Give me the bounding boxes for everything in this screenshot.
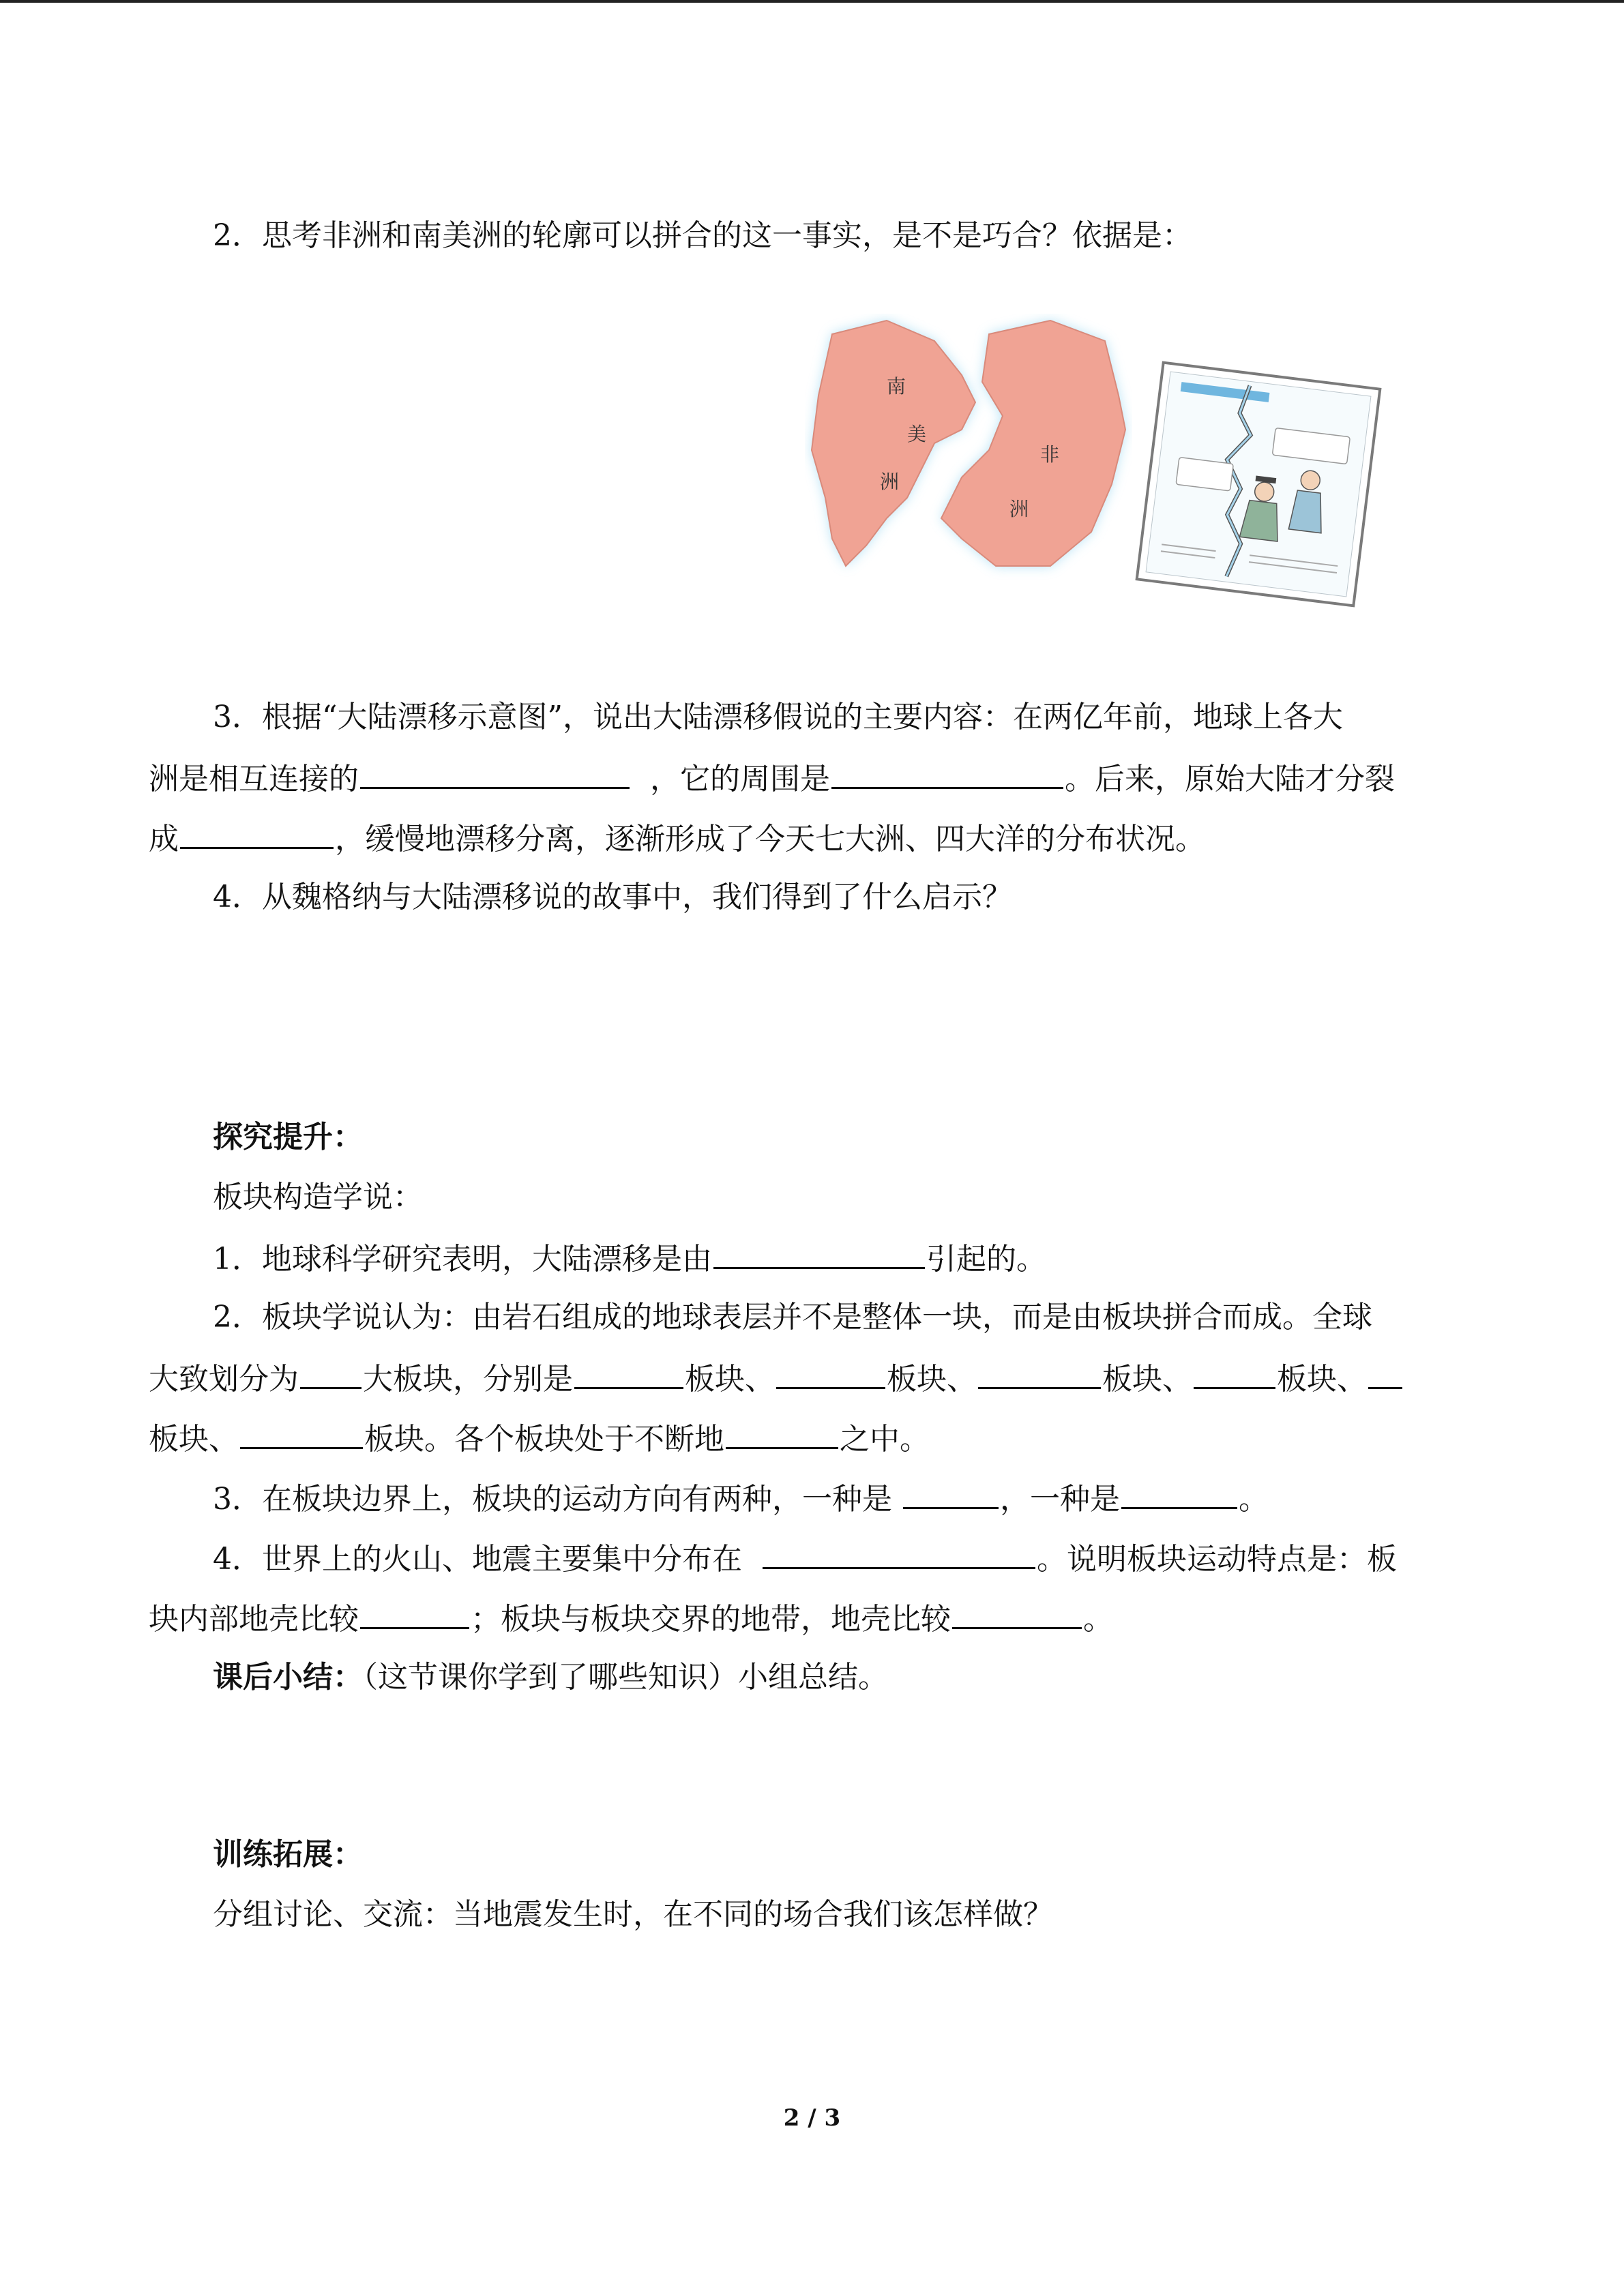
explore-item-4-line-1: 4．世界上的火山、地震主要集中分布在 。说明板块运动特点是：板 [213, 1537, 1397, 1580]
summary-label: 课后小结： [213, 1660, 363, 1695]
explore-item-3: 3．在板块边界上，板块的运动方向有两种，一种是 ，一种是 。 [213, 1477, 1269, 1520]
south-america-label-1: 南 [887, 375, 906, 398]
question-3-line-1: 3．根据“大陆漂移示意图”，说出大陆漂移假说的主要内容：在两亿年前，地球上各大 [213, 700, 1343, 734]
blank-plate-4[interactable] [1194, 1357, 1275, 1389]
south-america-label-2: 美 [907, 423, 927, 445]
blank-split-into[interactable] [180, 817, 334, 849]
explore-item-2-line-2: 大致划分为 大板块，分别是 板块、 板块、 板块、 板块、 [149, 1357, 1404, 1400]
summary-text: （这节课你学到了哪些知识）小组总结。 [363, 1660, 888, 1695]
question-2-text: 2．思考非洲和南美洲的轮廓可以拼合的这一事实，是不是巧合？依据是： [213, 218, 1192, 253]
question-3-line-3: 成 ，缓慢地漂移分离，逐渐形成了今天七大洲、四大洋的分布状况。 [149, 817, 1205, 860]
blank-plate-6[interactable] [240, 1417, 363, 1449]
blank-volcano-distribution[interactable] [763, 1537, 1035, 1569]
continents-fit-figure [805, 314, 1132, 586]
blank-plate-motion[interactable] [726, 1417, 838, 1449]
question-3-line-2: 洲是相互连接的 ，它的周围是 。后来，原始大陆才分裂 [149, 757, 1395, 800]
explore-item-2-line-1: 2．板块学说认为：由岩石组成的地球表层并不是整体一块，而是由板块拼合而成。全球 [213, 1300, 1372, 1335]
training-heading: 训练拓展： [213, 1837, 363, 1872]
explore-item-1: 1．地球科学研究表明，大陆漂移是由 引起的。 [213, 1237, 1046, 1280]
africa-label-1: 非 [1040, 443, 1060, 466]
blank-plate-5[interactable] [1368, 1357, 1402, 1389]
africa-shape [941, 320, 1125, 566]
question-2 [213, 215, 1192, 256]
explore-item-4-line-2: 块内部地壳比较 ；板块与板块交界的地带，地壳比较 。 [149, 1597, 1113, 1640]
top-border [0, 0, 1624, 3]
blank-motion-type-1[interactable] [903, 1477, 999, 1509]
blank-plate-1[interactable] [574, 1357, 683, 1389]
blank-plate-2[interactable] [776, 1357, 885, 1389]
south-america-shape [812, 320, 975, 566]
blank-interior-crust[interactable] [360, 1597, 469, 1629]
blank-original-continent[interactable] [360, 757, 630, 789]
blank-plate-count[interactable] [300, 1357, 361, 1389]
page-number: 2 / 3 [783, 2104, 841, 2132]
summary [213, 1657, 888, 1698]
training-text: 分组讨论、交流：当地震发生时，在不同的场合我们该怎样做？ [213, 1897, 1053, 1932]
question-4: 4．从魏格纳与大陆漂移说的故事中，我们得到了什么启示？ [213, 880, 1012, 914]
africa-label-2: 洲 [1009, 498, 1029, 520]
blank-motion-type-2[interactable] [1121, 1477, 1237, 1509]
blank-boundary-crust[interactable] [952, 1597, 1082, 1629]
blank-plate-3[interactable] [978, 1357, 1101, 1389]
south-america-label-3: 洲 [880, 471, 900, 493]
wegener-comic-figure [1129, 355, 1388, 614]
blank-surrounding-ocean[interactable] [831, 757, 1063, 789]
explore-item-2-line-3: 板块、 板块。各个板块处于不断地 之中。 [149, 1417, 930, 1460]
explore-subheading: 板块构造学说： [213, 1180, 423, 1214]
blank-drift-cause[interactable] [713, 1237, 925, 1269]
explore-heading: 探究提升： [213, 1120, 363, 1154]
